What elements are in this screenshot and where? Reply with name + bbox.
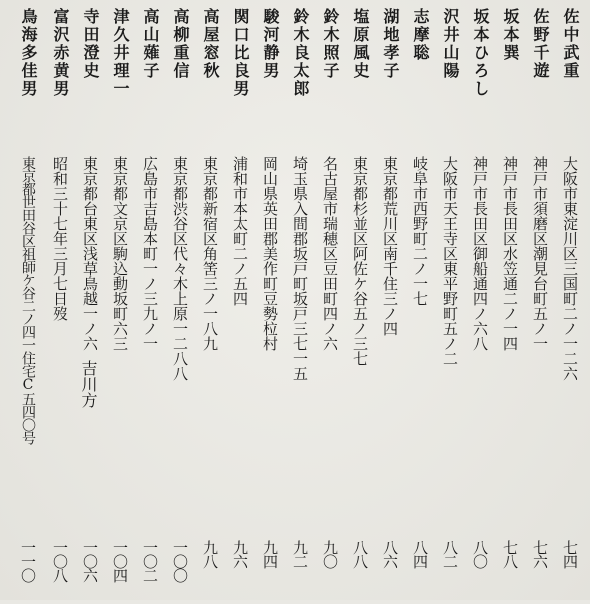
page-number: 一〇〇: [171, 540, 189, 582]
entry-row: [406, 8, 434, 598]
entry-row: [556, 8, 584, 598]
address: 東京都台東区浅草鳥越一ノ六: [81, 156, 99, 351]
entry-row: [106, 8, 134, 598]
person-name: 佐中武重: [561, 8, 580, 80]
page-number: 九二: [291, 540, 309, 568]
entry-row: [376, 8, 404, 598]
page-number: 一〇六: [81, 540, 99, 582]
page-number: 一〇二: [141, 540, 159, 582]
address: 岡山県英田郡美作町豆勢柆村: [261, 156, 279, 351]
death-date: 昭和三十七年三月七日歿: [51, 156, 69, 321]
address: 広島市吉島本町一ノ三九ノ一: [141, 156, 159, 351]
entry-row: [76, 8, 104, 598]
person-name: 鈴木良太郎: [291, 8, 310, 98]
entry-row: [286, 8, 314, 598]
address: 神戸市長田区御船通四ノ六八: [471, 156, 489, 351]
entry-row: [46, 8, 74, 598]
page-number: 九〇: [321, 540, 339, 568]
address: 東京都新宿区角筈三ノ一八九: [201, 156, 219, 351]
entry-row: [226, 8, 254, 598]
address: 東京都荒川区南千住三ノ四: [381, 156, 399, 336]
page-number: 一〇四: [111, 540, 129, 582]
page-number: 八六: [381, 540, 399, 568]
person-name: 高屋窓秋: [201, 8, 220, 80]
address: 大阪市東淀川区三国町二ノ一二六: [561, 156, 579, 381]
address: 東京都渋谷区代々木上原一二八八: [171, 156, 189, 381]
person-name: 志摩聡: [411, 8, 430, 62]
person-name: 沢井山陽: [441, 8, 460, 80]
person-name: 高柳重信: [171, 8, 190, 80]
page-number: 九六: [231, 540, 249, 568]
address: 神戸市須磨区潮見台町五ノ一: [531, 156, 549, 351]
address: 大阪市天王寺区東平野町五ノ二: [441, 156, 459, 366]
entry-row: [526, 8, 554, 598]
address: 東京都世田谷区祖師ケ谷二ノ四一住宅C五四〇号: [20, 156, 36, 444]
page-number: 一一〇: [19, 540, 37, 582]
person-name: 塩原風史: [351, 8, 370, 80]
address-note: 吉川方: [79, 360, 98, 408]
page-number: 八二: [441, 540, 459, 568]
page-number: 一〇八: [51, 540, 69, 582]
entry-row: [316, 8, 344, 598]
person-name: 津久井理一: [111, 8, 130, 98]
person-name: 鈴木照子: [321, 8, 340, 80]
page-number: 七六: [531, 540, 549, 568]
page-number: 八四: [411, 540, 429, 568]
address: 岐阜市西野町二ノ一七: [411, 156, 429, 306]
person-name: 寺田澄史: [81, 8, 100, 80]
address: 東京都杉並区阿佐ケ谷五ノ三七: [351, 156, 369, 366]
person-name: 関口比良男: [231, 8, 250, 98]
person-name: 高山薙子: [141, 8, 160, 80]
address: 浦和市本太町二ノ五四: [231, 156, 249, 306]
entry-row: [136, 8, 164, 598]
person-name: 鳥海多佳男: [19, 8, 38, 98]
person-name: 駿河静男: [261, 8, 280, 80]
address: 名古屋市瑞穂区豆田町四ノ六: [321, 156, 339, 351]
page-number: 七八: [501, 540, 519, 568]
entry-row: [496, 8, 524, 598]
person-name: 佐野千遊: [531, 8, 550, 80]
page-number: 八〇: [471, 540, 489, 568]
entry-row: [466, 8, 494, 598]
page-number: 九八: [201, 540, 219, 568]
address: 神戸市長田区水笠通二ノ一四: [501, 156, 519, 351]
person-name: 湖地孝子: [381, 8, 400, 80]
page-number: 七四: [561, 540, 579, 568]
page-number: 八八: [351, 540, 369, 568]
entry-row: [196, 8, 224, 598]
entry-row: [14, 8, 42, 598]
person-name: 坂本ひろし: [471, 8, 490, 98]
address: 東京都文京区駒込動坂町六三: [111, 156, 129, 351]
address: 埼玉県入間郡坂戸町坂戸三七一五: [291, 156, 309, 381]
person-name: 富沢赤黄男: [51, 8, 70, 98]
person-name: 坂本巽: [501, 8, 520, 62]
entry-row: [166, 8, 194, 598]
entry-row: [346, 8, 374, 598]
page-number: 九四: [261, 540, 279, 568]
entry-row: [256, 8, 284, 598]
entry-row: [436, 8, 464, 598]
